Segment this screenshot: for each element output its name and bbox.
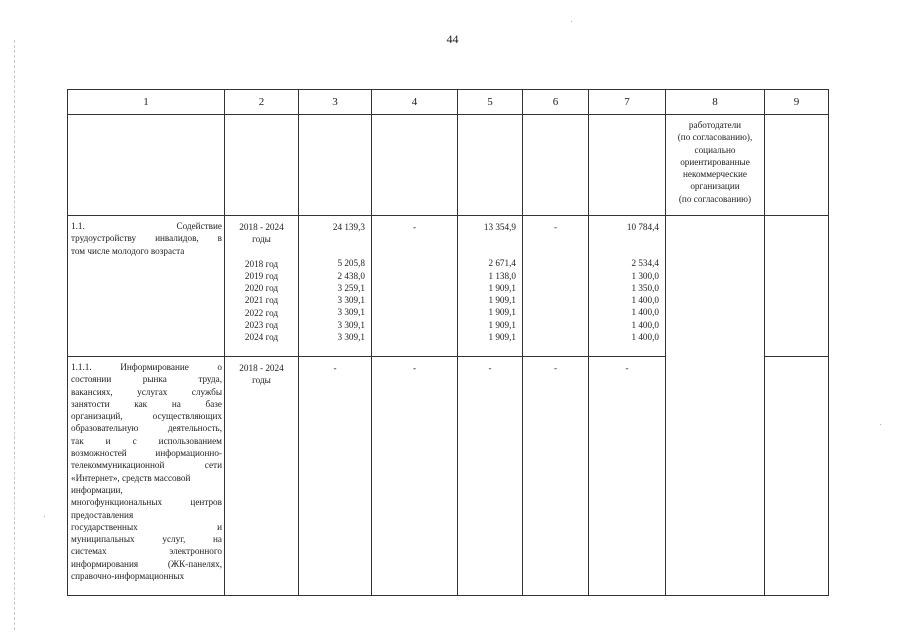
executor-line: социально xyxy=(694,144,736,155)
amount-year: 2 534,4 xyxy=(631,258,659,269)
desc-line: справочно-информационных xyxy=(71,571,185,582)
amount-year: 1 350,0 xyxy=(631,282,659,293)
table-cell xyxy=(589,115,666,216)
desc-line: предоставления xyxy=(71,509,134,520)
spacer xyxy=(589,245,659,257)
desc-line: трудоустройству инвалидов, в xyxy=(71,233,222,244)
amount-year: 3 259,1 xyxy=(337,282,365,293)
amount-year: 3 309,1 xyxy=(337,295,365,306)
executor-line: (по согласованию), xyxy=(677,132,753,143)
amount-year: 1 909,1 xyxy=(488,332,516,343)
table-cell xyxy=(458,115,523,216)
spacer xyxy=(299,233,365,245)
amount-col7 xyxy=(589,216,666,357)
period-cell xyxy=(225,216,299,357)
amount-year: 2 438,0 xyxy=(337,270,365,281)
table-cell xyxy=(299,115,372,216)
amount-year: 1 909,1 xyxy=(488,307,516,318)
period-range: 2018 - 2024 xyxy=(239,363,284,373)
year-label: 2021 год xyxy=(244,295,279,306)
table-row-1-1 xyxy=(68,216,829,357)
amount-col5: - xyxy=(458,357,523,596)
amount-year: 5 205,8 xyxy=(337,258,365,269)
amount-total: 24 139,3 xyxy=(332,222,365,232)
desc-line: 1.1.1. Информирование о xyxy=(71,362,222,372)
period-unit: годы xyxy=(252,375,271,386)
amount-year: 1 138,0 xyxy=(488,270,516,281)
scan-speck xyxy=(880,424,881,425)
table-cell xyxy=(225,115,299,216)
spacer xyxy=(299,245,365,257)
scan-edge-line xyxy=(14,40,15,630)
desc-line: 1.1. Содействие xyxy=(71,221,222,231)
amount-year: 1 400,0 xyxy=(631,307,659,318)
year-label: 2024 год xyxy=(244,332,279,343)
desc-line: информирования (ЖК-панелях, xyxy=(71,558,222,569)
amount-col7: - xyxy=(589,357,666,596)
amount-year: 1 300,0 xyxy=(631,270,659,281)
executor-line: (по согласованию) xyxy=(678,193,752,204)
scan-speck xyxy=(44,516,45,517)
amount-col6: - xyxy=(523,357,589,596)
desc-line: многофункциональных центров xyxy=(71,497,222,508)
amount-col3 xyxy=(299,216,372,357)
spacer xyxy=(225,246,298,258)
desc-line: системах электронного xyxy=(71,546,222,557)
desc-line: так и с использованием xyxy=(71,435,222,446)
spacer xyxy=(589,233,659,245)
year-label: 2020 год xyxy=(244,283,279,294)
amount-year: 1 909,1 xyxy=(488,319,516,330)
executor-line: организации xyxy=(690,181,740,192)
table-cell xyxy=(765,216,829,357)
year-label: 2018 год xyxy=(244,258,279,269)
header-cell: 4 xyxy=(372,90,458,115)
year-label: 2023 год xyxy=(244,320,279,331)
scan-speck xyxy=(571,21,572,22)
desc-line: информации, xyxy=(71,484,123,495)
executor-line: некоммерческие xyxy=(683,169,747,180)
amount-year: 1 400,0 xyxy=(631,319,659,330)
activity-description xyxy=(68,216,225,357)
table-cell xyxy=(765,357,829,596)
header-cell: 3 xyxy=(299,90,372,115)
executor-line: ориентированные xyxy=(680,156,750,167)
header-row xyxy=(68,90,829,115)
desc-line: муниципальных услуг, на xyxy=(71,534,222,545)
desc-line: состоянии рынка труда, xyxy=(71,374,222,385)
desc-line: вакансиях, услугах службы xyxy=(71,386,222,397)
table-cell xyxy=(666,216,765,596)
desc-line: образовательную деятельность, xyxy=(71,423,222,434)
header-cell: 5 xyxy=(458,90,523,115)
period-range: 2018 - 2024 xyxy=(239,222,284,232)
amount-total: 10 784,4 xyxy=(626,222,659,232)
amount-total: 13 354,9 xyxy=(483,222,516,232)
amount-col5 xyxy=(458,216,523,357)
table-cell xyxy=(372,115,458,216)
desc-line: том числе молодого возраста xyxy=(71,245,185,256)
executor-line: работодатели xyxy=(688,120,742,130)
desc-line: занятости как на базе xyxy=(71,398,222,409)
header-cell: 1 xyxy=(68,90,225,115)
period-cell xyxy=(225,357,299,596)
amount-col3: - xyxy=(299,357,372,596)
amount-year: 1 909,1 xyxy=(488,282,516,293)
period-unit: годы xyxy=(252,234,271,245)
table-cell xyxy=(523,115,589,216)
header-cell: 7 xyxy=(589,90,666,115)
desc-line: телекоммуникационной сети xyxy=(71,460,222,471)
amount-year: 1 400,0 xyxy=(631,332,659,343)
spacer xyxy=(458,233,516,245)
amount-year: 1 400,0 xyxy=(631,295,659,306)
desc-line: возможностей информационно- xyxy=(71,448,222,459)
executor-cell xyxy=(666,115,765,216)
spacer xyxy=(458,245,516,257)
header-cell: 2 xyxy=(225,90,299,115)
amount-year: 3 309,1 xyxy=(337,332,365,343)
amount-year: 1 909,1 xyxy=(488,295,516,306)
table-row-continuation xyxy=(68,115,829,216)
amount-col6: - xyxy=(523,216,589,357)
amount-year: 2 671,4 xyxy=(488,258,516,269)
year-label: 2022 год xyxy=(244,307,279,318)
amount-col4: - xyxy=(372,216,458,357)
page-number: 44 xyxy=(446,32,459,46)
table-cell xyxy=(68,115,225,216)
activity-description xyxy=(68,357,225,596)
table-cell xyxy=(765,115,829,216)
header-cell: 8 xyxy=(666,90,765,115)
desc-line: государственных и xyxy=(71,521,222,532)
header-cell: 9 xyxy=(765,90,829,115)
program-table xyxy=(67,89,829,596)
amount-year: 3 309,1 xyxy=(337,319,365,330)
year-label: 2019 год xyxy=(244,270,279,281)
desc-line: организаций, осуществляющих xyxy=(71,411,222,422)
desc-line: «Интернет», средств массовой xyxy=(71,472,191,483)
amount-year: 3 309,1 xyxy=(337,307,365,318)
amount-col4: - xyxy=(372,357,458,596)
header-cell: 6 xyxy=(523,90,589,115)
